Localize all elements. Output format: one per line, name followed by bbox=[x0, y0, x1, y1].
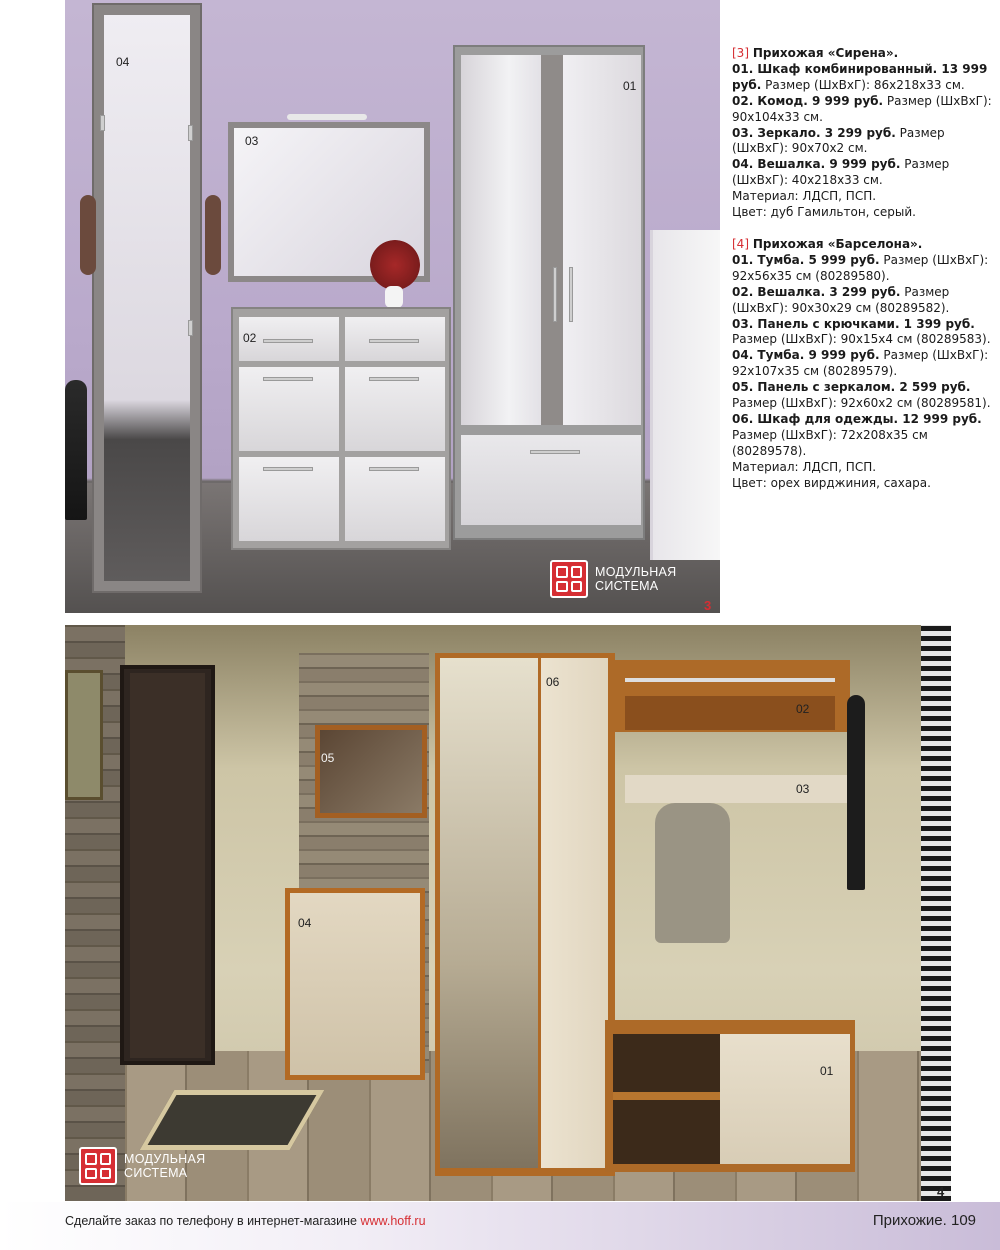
drawer-handle bbox=[263, 377, 313, 381]
barcelona-item bbox=[732, 348, 994, 380]
clothes-wardrobe bbox=[435, 653, 615, 1176]
item-size: Размер (ШхВхГ): 90x104x33 см. bbox=[732, 93, 992, 124]
badge-line2: СИСТЕМА bbox=[124, 1166, 188, 1180]
vase bbox=[385, 286, 403, 308]
dresser bbox=[231, 307, 451, 550]
barcelona-heading bbox=[732, 237, 994, 253]
drawer-handle bbox=[369, 377, 419, 381]
badge-line1: МОДУЛЬНАЯ bbox=[595, 565, 677, 579]
label-06: 06 bbox=[546, 675, 560, 689]
item-size: Размер (ШхВхГ): 90x30x29 см (80289582). bbox=[732, 284, 950, 315]
hanger-mirror-panel bbox=[92, 3, 202, 593]
wall-picture bbox=[65, 670, 103, 800]
label-03: 03 bbox=[245, 134, 259, 148]
umbrella bbox=[847, 695, 865, 890]
wardrobe-door-right bbox=[563, 55, 641, 425]
item-name-price: 03. Зеркало. 3 299 руб. bbox=[732, 125, 896, 140]
entrance-door bbox=[120, 665, 215, 1065]
photo-barcelona bbox=[65, 625, 951, 1201]
modular-system-logo-icon bbox=[550, 560, 588, 598]
mirror-lamp bbox=[287, 114, 367, 120]
sirena-title: Прихожая «Сирена». bbox=[752, 46, 899, 60]
hook bbox=[188, 125, 193, 141]
item-name-price: 04. Вешалка. 9 999 руб. bbox=[732, 157, 901, 172]
sirena-item bbox=[732, 94, 994, 126]
barcelona-item bbox=[732, 317, 994, 349]
combined-wardrobe bbox=[453, 45, 645, 540]
sirena-block bbox=[732, 46, 994, 221]
order-line bbox=[65, 1214, 426, 1228]
label-02: 02 bbox=[243, 331, 257, 345]
jacket bbox=[655, 803, 730, 943]
drawer-handle bbox=[369, 467, 419, 471]
wardrobe-handle bbox=[569, 267, 573, 322]
sirena-heading bbox=[732, 46, 994, 62]
barcelona-item bbox=[732, 412, 994, 460]
item-name-price: 01. Шкаф комбинированный. 13 999 руб. bbox=[732, 61, 988, 92]
sirena-item bbox=[732, 157, 994, 189]
item-name-price: 05. Панель с зеркалом. 2 599 руб. bbox=[732, 380, 971, 395]
photo-sirena bbox=[65, 0, 720, 613]
hook bbox=[100, 115, 105, 131]
window-blinds bbox=[921, 625, 951, 1201]
hanger-bar bbox=[625, 678, 835, 682]
barcelona-item bbox=[732, 253, 994, 285]
coat-right bbox=[205, 195, 221, 275]
photo-number-4: 4 bbox=[937, 1184, 945, 1199]
item-size: Размер (ШхВхГ): 92x107x35 см (80289579). bbox=[732, 348, 989, 379]
label-04: 04 bbox=[116, 55, 130, 69]
sirena-item bbox=[732, 62, 994, 94]
modular-system-badge bbox=[79, 1147, 206, 1185]
label-01: 01 bbox=[623, 79, 637, 93]
modular-system-logo-icon bbox=[79, 1147, 117, 1185]
photo3-window bbox=[650, 230, 720, 560]
badge-text bbox=[595, 565, 677, 593]
badge-line2: СИСТЕМА bbox=[595, 579, 659, 593]
label-05: 05 bbox=[321, 751, 335, 765]
barcelona-material: Материал: ЛДСП, ПСП. bbox=[732, 459, 877, 474]
label-01: 01 bbox=[820, 1064, 834, 1078]
wardrobe-handle bbox=[553, 267, 557, 322]
item-name-price: 02. Вешалка. 3 299 руб. bbox=[732, 284, 901, 299]
umbrella bbox=[65, 380, 87, 520]
wardrobe-drawer-handle bbox=[530, 450, 580, 454]
mirror-panel-glass bbox=[320, 730, 422, 813]
barcelona-title: Прихожая «Барселона». bbox=[752, 236, 923, 251]
sirena-material: Материал: ЛДСП, ПСП. bbox=[732, 189, 877, 204]
label-03: 03 bbox=[796, 782, 810, 796]
drawer-handle bbox=[263, 339, 313, 343]
page-footer bbox=[0, 1202, 1000, 1250]
door-panel bbox=[130, 673, 205, 1058]
item-size: Размер (ШхВхГ): 40x218x33 см. bbox=[732, 157, 950, 188]
sirena-item bbox=[732, 126, 994, 158]
item-name-price: 03. Панель с крючками. 1 399 руб. bbox=[732, 316, 975, 331]
coat-left bbox=[80, 195, 96, 275]
wardrobe-stripe bbox=[541, 55, 563, 425]
item-size: Размер (ШхВхГ): 72x208x35 см (80289578). bbox=[732, 427, 928, 458]
shop-link[interactable]: www.hoff.ru bbox=[360, 1214, 426, 1228]
sirena-ref: [3] bbox=[732, 46, 749, 60]
flowers bbox=[370, 240, 420, 290]
drawer-handle bbox=[263, 467, 313, 471]
barcelona-item bbox=[732, 380, 994, 412]
drawer-handle bbox=[369, 339, 419, 343]
modular-system-badge bbox=[550, 560, 677, 598]
photo-number-3: 3 bbox=[704, 598, 712, 613]
page-label: Прихожие. 109 bbox=[872, 1212, 976, 1229]
wardrobe-drawer bbox=[461, 435, 641, 525]
coat-hanger bbox=[610, 660, 850, 732]
wardrobe-doors bbox=[541, 658, 608, 1168]
sirena-color: Цвет: дуб Гамильтон, серый. bbox=[732, 205, 916, 220]
label-02: 02 bbox=[796, 702, 810, 716]
item-size: Размер (ШхВхГ): 92x56x35 см (80289580). bbox=[732, 252, 989, 283]
item-size: Размер (ШхВхГ): 92x60x2 см (80289581). bbox=[732, 396, 991, 411]
bench-shelf bbox=[613, 1092, 723, 1100]
item-name-price: 02. Комод. 9 999 руб. bbox=[732, 93, 884, 108]
barcelona-block bbox=[732, 237, 994, 492]
mirror-panel bbox=[315, 725, 427, 818]
item-size: Размер (ШхВхГ): 86x218x33 см. bbox=[761, 77, 965, 92]
order-text: Сделайте заказ по телефону в интернет-магазине bbox=[65, 1214, 361, 1228]
badge-line1: МОДУЛЬНАЯ bbox=[124, 1152, 206, 1166]
item-name-price: 06. Шкаф для одежды. 12 999 руб. bbox=[732, 411, 982, 426]
barcelona-ref: [4] bbox=[732, 236, 749, 251]
item-name-price: 04. Тумба. 9 999 руб. bbox=[732, 348, 880, 363]
badge-text bbox=[124, 1152, 206, 1180]
wardrobe-door-left bbox=[461, 55, 541, 425]
hanger-mirror-glass bbox=[104, 15, 190, 581]
label-04: 04 bbox=[298, 916, 312, 930]
shoe-bench bbox=[605, 1020, 855, 1172]
item-size: Размер (ШхВхГ): 90x70x2 см. bbox=[732, 125, 945, 156]
item-name-price: 01. Тумба. 5 999 руб. bbox=[732, 252, 880, 267]
bench-door bbox=[720, 1034, 850, 1164]
barcelona-color: Цвет: орех вирджиния, сахара. bbox=[732, 475, 931, 490]
product-descriptions bbox=[732, 46, 994, 507]
wardrobe-mirror bbox=[440, 658, 538, 1168]
hook bbox=[188, 320, 193, 336]
item-size: Размер (ШхВхГ): 90x15x4 см (80289583). bbox=[732, 332, 991, 347]
barcelona-item bbox=[732, 285, 994, 317]
hook-panel bbox=[625, 775, 853, 803]
